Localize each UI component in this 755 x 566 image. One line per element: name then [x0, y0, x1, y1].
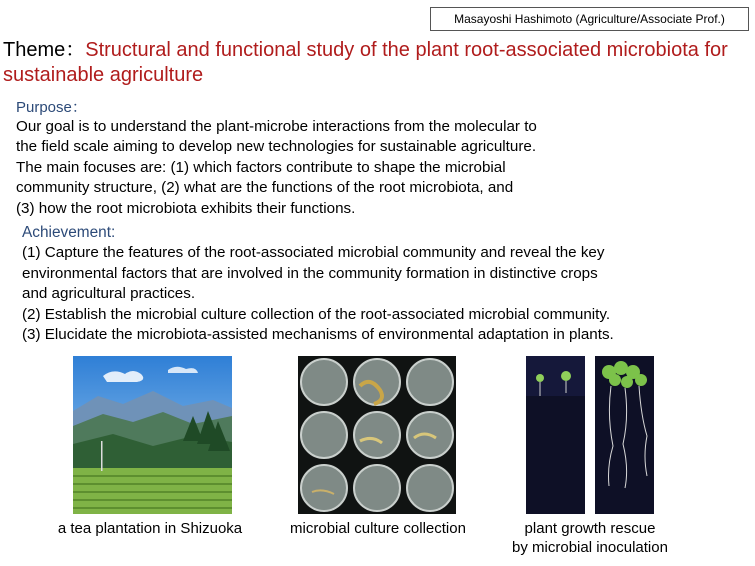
rescue-control-photo: [526, 356, 585, 514]
culture-collection-photo: [298, 356, 456, 514]
achievement-text: (1) Capture the features of the root-associated microbial community and reveal the key environmental factors that are involved in the community formation in distinctive crops and agricultural practices. (2) Establish the microbial culture collection of the root-associated microbial community. (3) Elucidate the microbiota-assisted mechanisms of environmental adaptation in plants.: [22, 244, 614, 344]
theme-heading: [3, 38, 748, 88]
tea-plantation-caption: a tea plantation in Shizuoka: [57, 520, 243, 537]
achievement-heading: Achievement:: [22, 224, 116, 241]
rescue-inoculated-photo: [595, 356, 654, 514]
culture-collection-caption: microbial culture collection: [290, 520, 466, 537]
purpose-heading: Purpose：: [16, 99, 87, 116]
theme-label: Theme：: [3, 39, 86, 61]
theme-title: Structural and functional study of the plant root-associated microbiota for sustainable agriculture: [3, 39, 728, 86]
tea-plantation-photo: [73, 356, 232, 514]
purpose-text: Our goal is to understand the plant-microbe interactions from the molecular to the field scale aiming to develop new technologies for sustainable agriculture. The main focuses are: (1) which factors contribute to shape the microbial community structure, (2) what are the functions of the root microbiota, and (3) how the root microbiota exhibits their functions.: [16, 118, 537, 217]
author-box: Masayoshi Hashimoto (Agriculture/Associate Prof.): [430, 7, 749, 31]
growth-rescue-caption: plant growth rescue by microbial inoculation: [512, 520, 668, 556]
